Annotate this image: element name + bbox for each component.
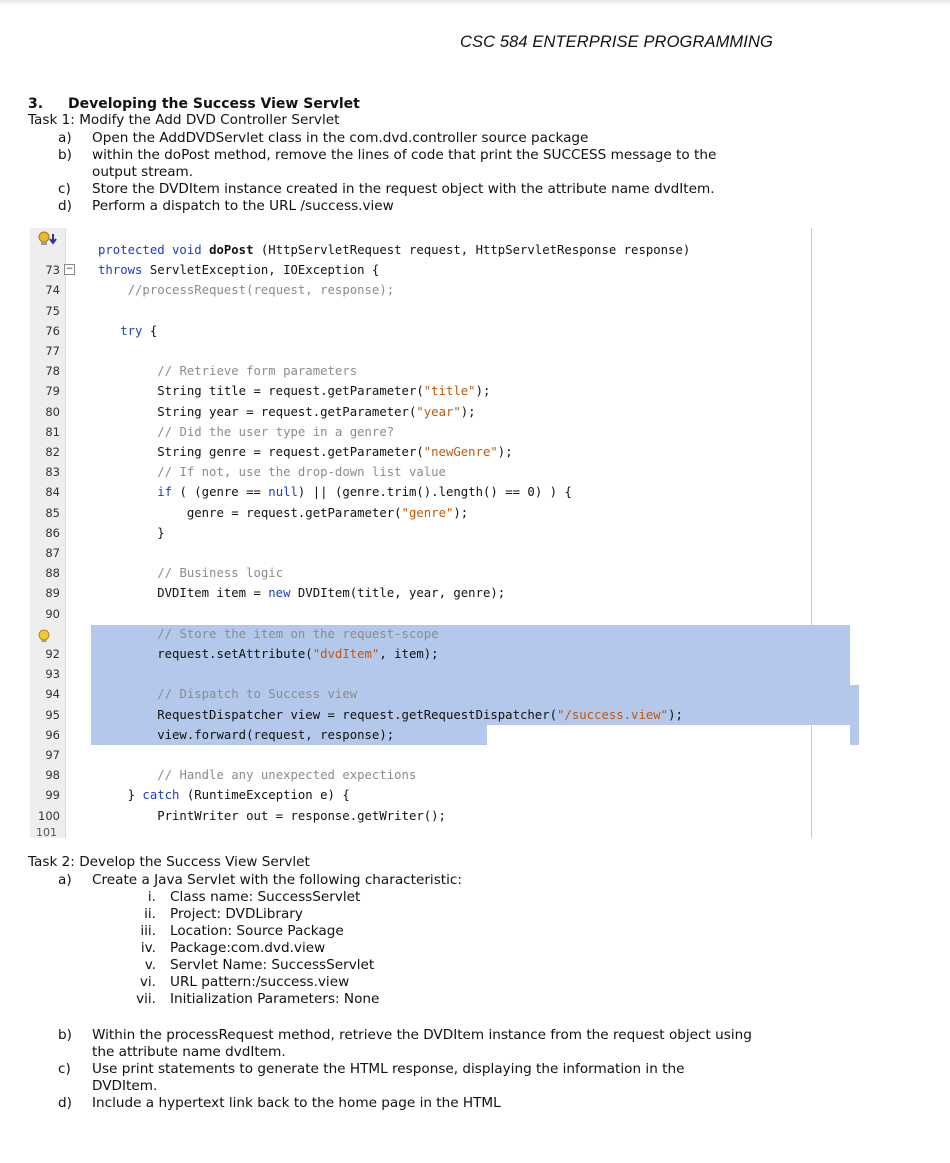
code-text: String year = request.getParameter("year"); <box>98 404 476 419</box>
list-item: vi. URL pattern:/success.view <box>139 974 350 990</box>
code-text: // Retrieve form parameters <box>157 364 358 379</box>
list-item: b) Within the processRequest method, retrieve the DVDItem instance from the request object using the attribute name dvdItem. <box>58 1027 752 1060</box>
code-editor-screenshot <box>30 228 850 838</box>
line-number: 80 <box>45 404 60 419</box>
list-item: b) within the doPost method, remove the lines of code that print the SUCCESS message to the output stream. <box>58 147 717 180</box>
task2-item-a <box>58 872 752 889</box>
code-text: // If not, use the drop-down list value <box>157 465 446 480</box>
line-number: 81 <box>45 424 60 439</box>
top-edge-shadow <box>0 0 950 6</box>
task2-rest-list <box>58 1027 752 1112</box>
line-number: 76 <box>45 323 60 338</box>
list-item: i. Class name: SuccessServlet <box>147 889 361 905</box>
line-number: 98 <box>45 768 60 783</box>
code-text: throws ServletException, IOException { <box>98 263 380 278</box>
line-number: 89 <box>45 586 60 601</box>
task2-title: Task 2: Develop the Success View Servlet <box>28 854 310 870</box>
code-text: String title = request.getParameter("title"); <box>98 384 491 399</box>
section-title: Developing the Success View Servlet <box>68 96 360 112</box>
characteristics-list <box>100 889 570 1008</box>
list-item: c) Use print statements to generate the HTML response, displaying the information in the DVDItem. <box>58 1061 685 1094</box>
right-margin-guide <box>811 228 812 838</box>
code-text: //processRequest(request, response); <box>127 283 395 298</box>
code-text: view.forward(request, response); <box>98 727 395 742</box>
code-text: } catch (RuntimeException e) { <box>98 788 350 803</box>
code-text: protected void doPost (HttpServletRequest request, HttpServletResponse response) <box>98 243 691 257</box>
list-item: d) Perform a dispatch to the URL /success.view <box>58 198 394 214</box>
list-item: ii. Project: DVDLibrary <box>144 906 303 922</box>
list-item: a) Open the AddDVDServlet class in the com.dvd.controller source package <box>58 130 589 146</box>
task1-title: Task 1: Modify the Add DVD Controller Servlet <box>28 112 340 128</box>
section-heading <box>28 96 360 113</box>
line-number: 88 <box>45 566 60 581</box>
line-number: 99 <box>45 788 60 803</box>
line-number: 92 <box>45 647 60 661</box>
line-number: 100 <box>38 808 60 823</box>
code-text: try { <box>120 323 158 338</box>
highlight-gap <box>810 725 850 745</box>
line-number: 95 <box>45 707 60 722</box>
line-number: 94 <box>45 687 60 702</box>
code-text: // Store the item on the request-scope <box>157 626 439 641</box>
hint-bulb-icon <box>38 629 50 643</box>
task1-list <box>58 130 752 215</box>
code-text: // Dispatch to Success view <box>157 687 358 702</box>
list-item: iv. Package:com.dvd.view <box>140 940 326 956</box>
list-item: iii. Location: Source Package <box>140 923 344 939</box>
line-number: 77 <box>45 344 60 358</box>
line-number: 90 <box>45 606 60 621</box>
line-number: 84 <box>45 485 60 500</box>
line-number: 93 <box>45 667 60 682</box>
list-item: d) Include a hypertext link back to the home page in the HTML <box>58 1095 501 1111</box>
line-number: 97 <box>45 748 60 762</box>
line-number: 73 <box>45 263 60 278</box>
cropped-next-line: 101 <box>36 826 57 839</box>
line-number: 74 <box>45 283 60 298</box>
line-number: 78 <box>45 364 60 379</box>
code-text: // Business logic <box>157 566 284 581</box>
override-bulb-icon <box>38 231 60 247</box>
line-number: 75 <box>45 303 60 318</box>
list-item: a) Create a Java Servlet with the following characteristic: <box>58 872 462 888</box>
code-text: DVDItem item = new DVDItem(title, year, genre); <box>98 586 506 601</box>
code-text: // Handle any unexpected expections <box>157 768 417 783</box>
line-number: 87 <box>45 546 60 560</box>
code-text: // Did the user type in a genre? <box>157 424 395 439</box>
line-number: 82 <box>45 445 60 459</box>
code-text: request.setAttribute("dvdItem", item); <box>98 647 439 661</box>
section-number: 3. <box>28 96 44 112</box>
highlight-gap <box>487 725 811 745</box>
line-number: 79 <box>45 384 60 399</box>
line-number: 86 <box>45 525 60 540</box>
code-text: } <box>98 525 165 540</box>
code-text: RequestDispatcher view = request.getRequestDispatcher("/success.view"); <box>98 707 683 722</box>
fold-toggle-icon[interactable]: − <box>65 264 74 274</box>
list-item: v. Servlet Name: SuccessServlet <box>144 957 375 973</box>
code-text: PrintWriter out = response.getWriter(); <box>98 808 446 823</box>
line-number: 96 <box>45 727 60 742</box>
code-text: if ( (genre == null) || (genre.trim().length() == 0) ) { <box>157 485 572 500</box>
list-item: vii. Initialization Parameters: None <box>136 991 380 1007</box>
line-number: 83 <box>45 465 60 480</box>
list-item: c) Store the DVDItem instance created in the request object with the attribute name dvdItem. <box>58 181 715 197</box>
code-text: genre = request.getParameter("genre"); <box>98 505 469 520</box>
code-text: String genre = request.getParameter("newGenre"); <box>98 445 513 459</box>
page-header: CSC 584 ENTERPRISE PROGRAMMING <box>460 33 773 51</box>
line-number: 85 <box>45 505 60 520</box>
